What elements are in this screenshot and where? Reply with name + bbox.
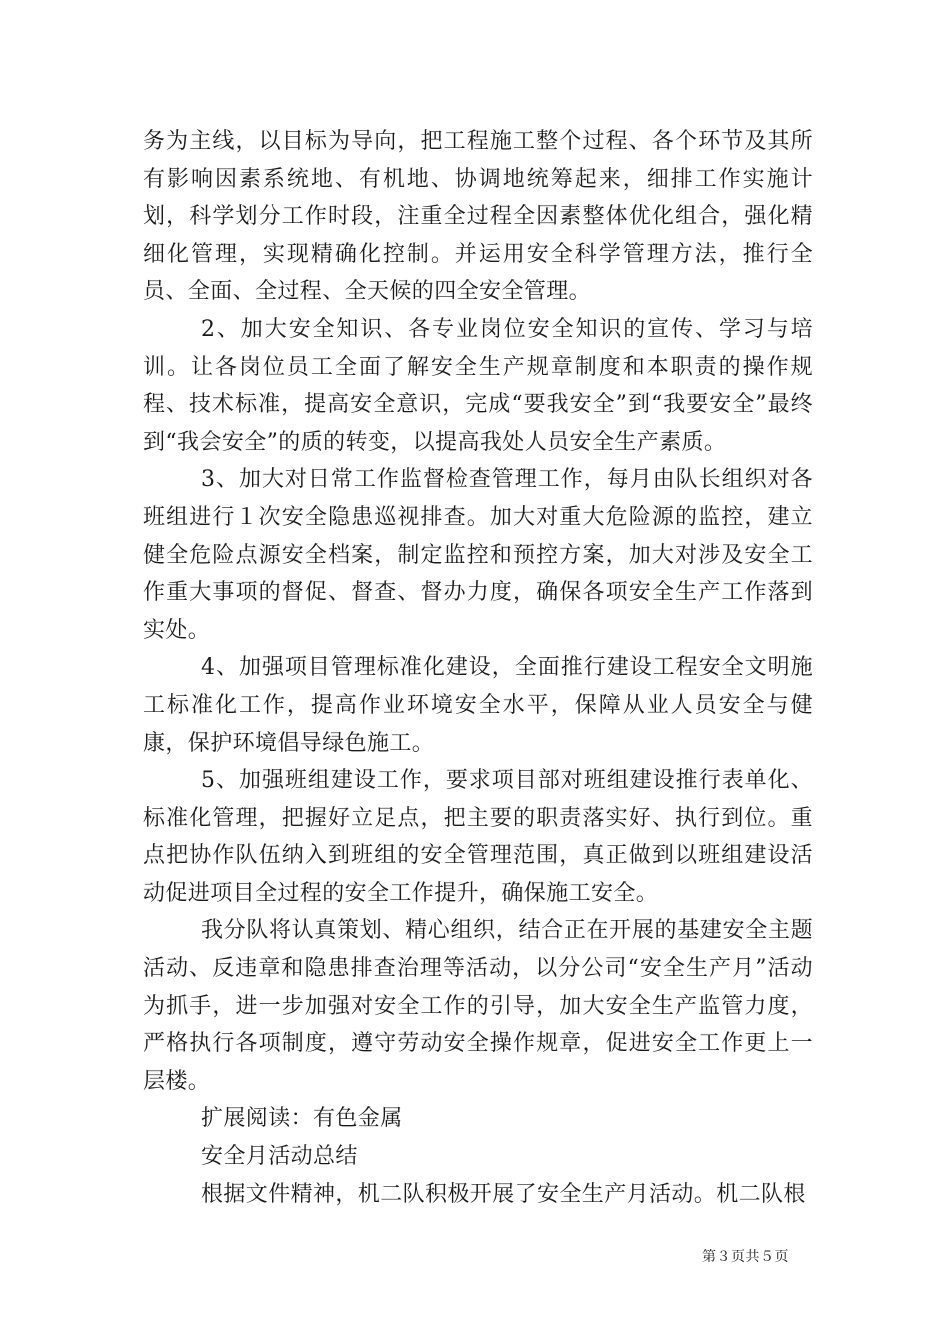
paragraph-conclusion: 我分队将认真策划、精心组织，结合正在开展的基建安全主题活动、反违章和隐患排查治理等活动，以分公司“安全生产月”活动为抓手，进一步加强对安全工作的引导，加大安全生产监管力度，严格执行各项制度，遵守劳动安全操作规章，促进安全工作更上一层楼。 (143, 918, 813, 1094)
paragraph-summary-start: 根据文件精神，机二队积极开展了安全生产月活动。机二队根 (201, 1181, 806, 1207)
paragraph-intro-continued: 务为主线，以目标为导向，把工程施工整个过程、各个环节及其所有影响因素系统地、有机地、协调地统筹起来，细排工作实施计划，科学划分工作时段，注重全过程全因素整体优化组合，强化精细化管理，实现精确化控制。并运用安全科学管理方法，推行全员、全面、全过程、全天候的四全安全管理。 (143, 129, 813, 305)
extended-reading-label: 扩展阅读：有色金属 (201, 1106, 403, 1132)
paragraph-item-4: 4、加强项目管理标准化建设，全面推行建设工程安全文明施工标准化工作，提高作业环境安全水平，保障从业人员安全与健康，保护环境倡导绿色施工。 (143, 655, 813, 756)
paragraph-item-3: 3、加大对日常工作监督检查管理工作，每月由队长组织对各班组进行１次安全隐患巡视排查。加大对重大危险源的监控，建立健全危险点源安全档案，制定监控和预控方案，加大对涉及安全工作重大事项的督促、督查、督办力度，确保各项安全生产工作落到实处。 (143, 467, 813, 643)
page-number-footer: 第３页共５页 (702, 1249, 789, 1265)
section-heading: 安全月活动总结 (201, 1144, 358, 1170)
document-body (143, 123, 813, 1213)
paragraph-item-2: 2、加大安全知识、各专业岗位安全知识的宣传、学习与培训。让各岗位员工全面了解安全生产规章制度和本职责的操作规程、技术标准，提高安全意识，完成“要我安全”到“我要安全”最终到“我会安全”的质的转变，以提高我处人员安全生产素质。 (143, 316, 813, 455)
paragraph-item-5: 5、加强班组建设工作，要求项目部对班组建设推行表单化、标准化管理，把握好立足点，把主要的职责落实好、执行到位。重点把协作队伍纳入到班组的安全管理范围，真正做到以班组建设活动促进项目全过程的安全工作提升，确保施工安全。 (143, 768, 813, 906)
